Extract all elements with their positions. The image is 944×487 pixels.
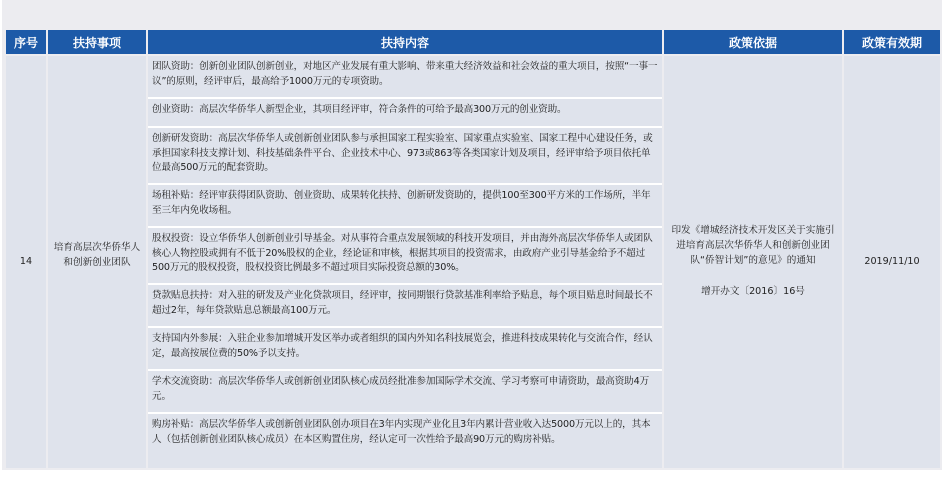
policy-table xyxy=(2,0,942,470)
support-item: 培育高层次华侨华人和创新创业团队 xyxy=(53,242,141,268)
cell-validity xyxy=(844,56,940,468)
content-item: 场租补贴：经评审获得团队资助、创业资助、成果转化扶持、创新研发资助的，提供100至300平方米的工作场所，半年至三年内免收场租。 xyxy=(148,185,662,226)
header-content: 扶持内容 xyxy=(148,30,662,54)
content-item: 团队资助：创新创业团队创新创业，对地区产业发展有重大影响、带来重大经济效益和社会效益的重大项目，按照“一事一议”的原则，经评审后，最高给予1000万元的专项资助。 xyxy=(148,56,662,97)
cell-basis xyxy=(664,56,842,468)
content-item: 购房补贴：高层次华侨华人或创新创业团队创办项目在3年内实现产业化且3年内累计营业收入达5000万元以上的，其本人（包括创新创业团队核心成员）在本区购置住房，经认定可一次性给予最高90万元的购房补贴。 xyxy=(148,414,662,468)
cell-item xyxy=(48,56,146,468)
header-item: 扶持事项 xyxy=(48,30,146,54)
content-item: 贷款贴息扶持：对入驻的研发及产业化贷款项目，经评审，按同期银行贷款基准利率给予贴息，每个项目贴息时间最长不超过2年，每年贷款贴息总额最高100万元。 xyxy=(148,285,662,326)
policy-doc-number: 增开办文〔2016〕16号 xyxy=(701,286,805,297)
policy-basis: 印发《增城经济技术开发区关于实施引进培育高层次华侨华人和创新创业团队“侨智计划”的意见》的通知 xyxy=(671,225,835,266)
header-basis: 政策依据 xyxy=(664,30,842,54)
row-number: 14 xyxy=(19,256,33,267)
content-item: 股权投资：设立华侨华人创新创业引导基金。对从事符合重点发展领域的科技开发项目，并由海外高层次华侨华人或团队核心人物控股或拥有不低于20%股权的企业，经论证和审核，根据其项目的投资需求，由政府产业引导基金给予不超过500万元的股权投资，股权投资比例最多不超过项目实际投资总额的30%。 xyxy=(148,228,662,283)
content-item: 创业资助：高层次华侨华人新型企业，其项目经评审，符合条件的可给予最高300万元的创业资助。 xyxy=(148,99,662,126)
content-item: 支持国内外参展：入驻企业参加增城开发区举办或者组织的国内外知名科技展览会，推进科技成果转化与交流合作，经认定，最高按展位费的50%予以支持。 xyxy=(148,328,662,369)
header-validity: 政策有效期 xyxy=(844,30,940,54)
validity-date: 2019/11/10 xyxy=(864,256,920,267)
cell-no xyxy=(6,56,46,468)
content-item: 创新研发资助：高层次华侨华人或创新创业团队参与承担国家工程实验室、国家重点实验室、国家工程中心建设任务，或承担国家科技支撑计划、科技基础条件平台、企业技术中心、973或863等各类国家计划及项目，经评审给予项目依托单位最高500万元的配套资助。 xyxy=(148,128,662,183)
header-no: 序号 xyxy=(6,30,46,54)
content-item: 学术交流资助：高层次华侨华人或创新创业团队核心成员经批准参加国际学术交流、学习考察可申请资助，最高资助4万元。 xyxy=(148,371,662,412)
